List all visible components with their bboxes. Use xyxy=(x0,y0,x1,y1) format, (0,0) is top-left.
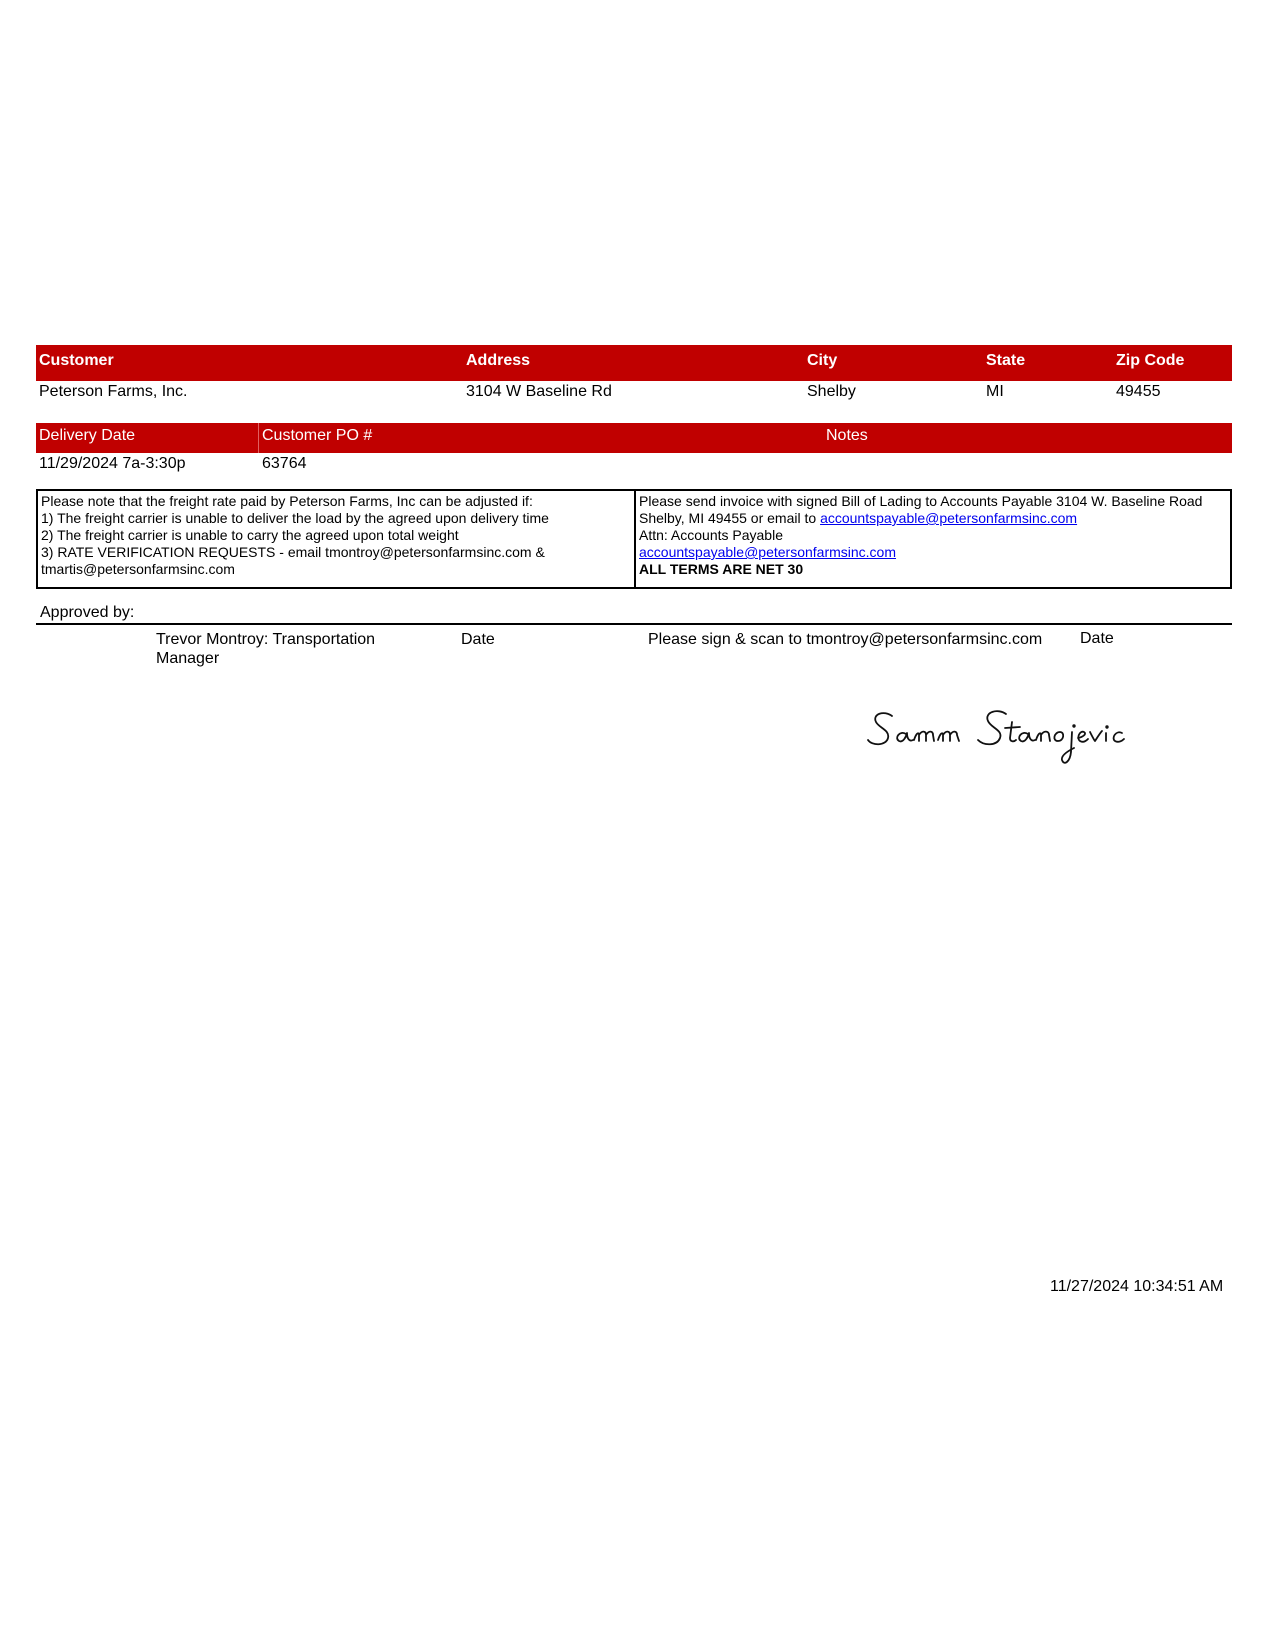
invoice-line-2-text: Shelby, MI 49455 or email to xyxy=(639,510,821,526)
sign-instruction: Please sign & scan to tmontroy@petersonfarmsinc.com xyxy=(648,631,1043,648)
header-address: Address xyxy=(466,352,531,369)
freight-note-line: tmartis@petersonfarmsinc.com xyxy=(41,561,235,577)
date-label-2: Date xyxy=(1080,630,1114,647)
approver-line-1: Trevor Montroy: Transportation xyxy=(156,631,376,648)
delivery-header-bar xyxy=(36,423,1232,453)
delivery-row xyxy=(36,455,1232,479)
header-city: City xyxy=(807,352,838,369)
freight-rate-note xyxy=(36,489,636,589)
header-delivery-date: Delivery Date xyxy=(39,427,136,444)
invoice-line-1: Please send invoice with signed Bill of Lading to Accounts Payable 3104 W. Baseline Road xyxy=(639,493,1203,509)
customer-name: Peterson Farms, Inc. xyxy=(39,383,188,400)
customer-zip: 49455 xyxy=(1116,383,1161,400)
invoice-email-row xyxy=(639,544,1227,561)
freight-note-line: 1) The freight carrier is unable to deliver the load by the agreed upon delivery time xyxy=(41,510,549,526)
customer-state: MI xyxy=(986,383,1004,400)
date-label-1: Date xyxy=(461,631,495,648)
handwritten-signature xyxy=(866,700,1166,772)
approver-line-2: Manager xyxy=(156,650,220,667)
header-customer: Customer xyxy=(39,352,114,369)
customer-address: 3104 W Baseline Rd xyxy=(466,383,612,400)
header-notes: Notes xyxy=(826,427,868,444)
customer-row xyxy=(36,383,1232,409)
customer-city: Shelby xyxy=(807,383,856,400)
signature-line xyxy=(36,623,1232,625)
payment-terms: ALL TERMS ARE NET 30 xyxy=(639,561,804,577)
header-customer-po: Customer PO # xyxy=(262,427,373,444)
freight-note-line: 2) The freight carrier is unable to carry the agreed upon total weight xyxy=(41,527,459,543)
approver-name xyxy=(156,630,375,668)
freight-note-line: 3) RATE VERIFICATION REQUESTS - email tmontroy@petersonfarmsinc.com & xyxy=(41,544,545,560)
freight-note-line: Please note that the freight rate paid by Peterson Farms, Inc can be adjusted if: xyxy=(41,493,533,509)
invoice-attn: Attn: Accounts Payable xyxy=(639,527,783,543)
approved-by-label: Approved by: xyxy=(40,604,135,621)
print-timestamp: 11/27/2024 10:34:51 AM xyxy=(1050,1278,1224,1295)
invoice-instructions xyxy=(634,489,1232,589)
header-divider xyxy=(258,423,259,453)
accounts-payable-email-link[interactable]: accountspayable@petersonfarmsinc.com xyxy=(820,510,1078,526)
delivery-date-value: 11/29/2024 7a-3:30p xyxy=(39,455,186,472)
accounts-payable-email-link-2[interactable]: accountspayable@petersonfarmsinc.com xyxy=(639,544,897,560)
header-zip: Zip Code xyxy=(1116,352,1185,369)
invoice-line-2 xyxy=(639,510,1227,527)
header-state: State xyxy=(986,352,1026,369)
customer-po-value: 63764 xyxy=(262,455,307,472)
customer-header-bar xyxy=(36,345,1232,381)
